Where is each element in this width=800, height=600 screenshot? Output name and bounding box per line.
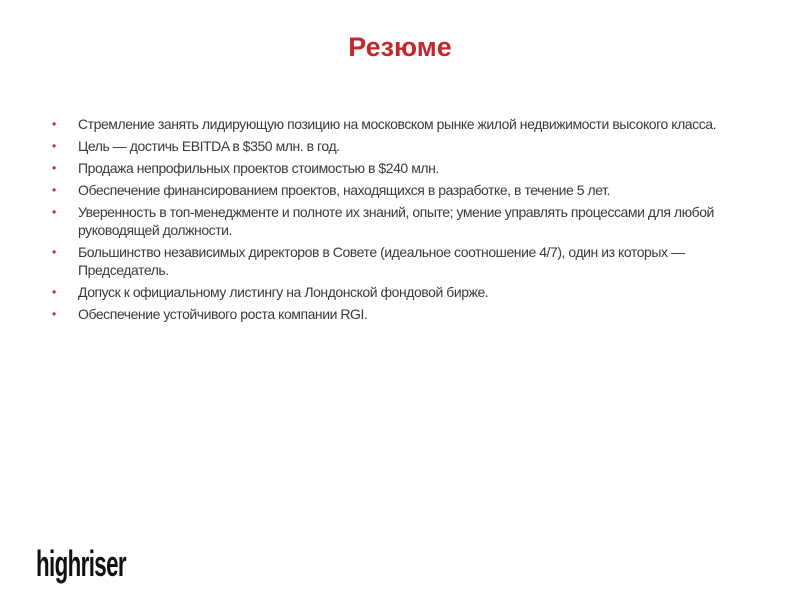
- bullet-icon: •: [52, 161, 56, 175]
- page-title: Резюме: [348, 32, 452, 62]
- bullet-icon: •: [52, 285, 56, 299]
- bullet-icon: •: [52, 307, 56, 321]
- bullet-icon: •: [52, 205, 56, 219]
- list-item-text: Обеспечение устойчивого роста компании RGI.: [78, 306, 368, 322]
- list-item-text: Продажа непрофильных проектов стоимостью в $240 млн.: [78, 160, 439, 176]
- list-item: [52, 181, 772, 199]
- list-item: [52, 203, 772, 239]
- list-item: [52, 159, 772, 177]
- list-item: [52, 243, 772, 279]
- list-item-text: Стремление занять лидирующую позицию на московском рынке жилой недвижимости высокого класса.: [78, 116, 717, 132]
- list-item: [52, 305, 772, 323]
- summary-list: [52, 115, 772, 327]
- list-item-text: Обеспечение финансированием проектов, находящихся в разработке, в течение 5 лет.: [78, 182, 610, 198]
- list-item-text: Допуск к официальному листингу на Лондонской фондовой бирже.: [78, 284, 489, 300]
- highriser-logo: highriser: [36, 543, 126, 584]
- bullet-icon: •: [52, 183, 56, 197]
- list-item-text: Уверенность в топ-менеджменте и полноте их знаний, опыте; умение управлять процессами для любой руководящей должности.: [78, 204, 714, 238]
- list-item: [52, 115, 772, 133]
- bullet-icon: •: [52, 139, 56, 153]
- list-item: [52, 283, 772, 301]
- list-item-text: Цель — достичь EBITDA в $350 млн. в год.: [78, 138, 340, 154]
- bullet-icon: •: [52, 245, 56, 259]
- list-item: [52, 137, 772, 155]
- list-item-text: Большинство независимых директоров в Совете (идеальное соотношение 4/7), один из которых — Председатель.: [78, 244, 685, 278]
- bullet-icon: •: [52, 117, 56, 131]
